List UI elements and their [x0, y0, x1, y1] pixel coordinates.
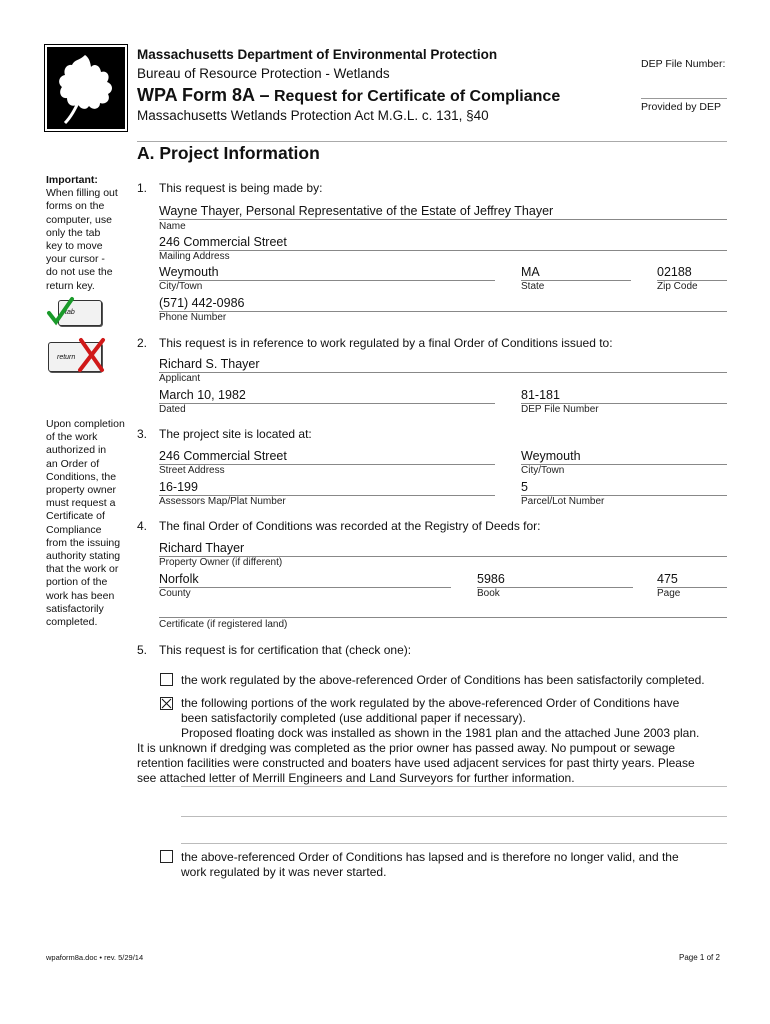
completion-line: Certificate of	[46, 510, 105, 523]
option-partial-text-1: the following portions of the work regulated by the above-referenced Order of Conditions have	[181, 696, 680, 710]
act-citation: Massachusetts Wetlands Protection Act M.G.L. c. 131, §40	[137, 108, 489, 123]
completion-line: authority stating	[46, 550, 121, 563]
property-owner-field[interactable]: Richard Thayer	[159, 541, 245, 555]
q4-number: 4.	[137, 519, 148, 533]
q3-number: 3.	[137, 427, 148, 441]
option-lapsed-checkbox[interactable]	[160, 850, 173, 863]
completion-line: from the issuing	[46, 536, 121, 549]
page-field[interactable]: 475	[657, 572, 678, 586]
applicant-field[interactable]: Richard S. Thayer	[159, 357, 260, 371]
section-a-title: A. Project Information	[137, 143, 320, 163]
requester-name-field[interactable]: Wayne Thayer, Personal Representative of the Estate of Jeffrey Thayer	[159, 204, 554, 218]
street-address-label: Street Address	[159, 465, 225, 476]
important-line: only the tab	[46, 226, 101, 239]
important-line: When filling out	[46, 187, 118, 200]
zip-field[interactable]: 02188	[657, 265, 692, 279]
county-field[interactable]: Norfolk	[159, 572, 199, 586]
tab-key-icon	[46, 296, 102, 328]
q1-number: 1.	[137, 181, 148, 195]
county-label: County	[159, 588, 191, 599]
form-title-name: Request for Certificate of Compliance	[273, 88, 561, 105]
state-label: State	[521, 281, 545, 292]
site-city-field[interactable]: Weymouth	[521, 449, 581, 463]
completion-line: authorized in	[46, 444, 107, 457]
parcel-label: Parcel/Lot Number	[521, 496, 605, 507]
completion-line: that the work or	[46, 563, 119, 576]
option-completed-text: the work regulated by the above-referenced Order of Conditions has been satisfactorily completed.	[181, 673, 705, 687]
completion-line: of the work	[46, 431, 98, 444]
partial-detail-2[interactable]: It is unknown if dredging was completed as the prior owner has passed away. No pumpout or sewage	[137, 741, 676, 755]
dated-field[interactable]: March 10, 1982	[159, 388, 246, 402]
phone-label: Phone Number	[159, 312, 227, 323]
bureau-name: Bureau of Resource Protection - Wetlands	[137, 66, 390, 81]
form-title-dash: –	[259, 85, 270, 105]
form-title-number: WPA Form 8A	[137, 85, 256, 105]
q2-number: 2.	[137, 336, 148, 350]
q5-text: This request is for certification that (check one):	[159, 643, 412, 657]
city-label: City/Town	[159, 281, 203, 292]
completion-line: must request a	[46, 497, 116, 510]
certificate-label: Certificate (if registered land)	[159, 619, 288, 630]
book-label: Book	[477, 588, 500, 599]
q5-number: 5.	[137, 643, 148, 657]
important-line: return key.	[46, 279, 95, 292]
state-field[interactable]: MA	[521, 265, 540, 279]
footer-page-number: Page 1 of 2	[679, 953, 720, 962]
property-owner-label: Property Owner (if different)	[159, 557, 283, 568]
mailing-address-field[interactable]: 246 Commercial Street	[159, 235, 287, 249]
form-title	[137, 85, 560, 106]
agency-name: Massachusetts Department of Environmental Protection	[137, 47, 498, 62]
important-line: key to move	[46, 240, 103, 253]
option-lapsed-text-2: work regulated by it was never started.	[181, 865, 387, 879]
partial-detail-4[interactable]: see attached letter of Merrill Engineers and Land Surveyors for further information.	[137, 771, 575, 785]
return-key-label: return	[57, 354, 76, 361]
completion-line: portion of the	[46, 576, 108, 589]
option-lapsed-text-1: the above-referenced Order of Conditions has lapsed and is therefore no longer valid, and the	[181, 850, 679, 864]
parcel-field[interactable]: 5	[521, 480, 528, 494]
dep-file-number-field-label: DEP File Number	[521, 404, 599, 415]
important-line: forms on the	[46, 200, 105, 213]
q4-text: The final Order of Conditions was recorded at the Registry of Deeds for:	[159, 519, 541, 533]
page-label: Page	[657, 588, 681, 599]
completion-line: property owner	[46, 484, 117, 497]
dep-file-number-field[interactable]: 81-181	[521, 388, 560, 402]
important-note	[46, 174, 134, 293]
completion-line: completed.	[46, 616, 98, 629]
q3-text: The project site is located at:	[159, 427, 312, 441]
footer-doc-info: wpaform8a.doc • rev. 5/29/14	[46, 953, 144, 962]
assessors-map-label: Assessors Map/Plat Number	[159, 496, 286, 507]
applicant-label: Applicant	[159, 373, 201, 384]
city-field[interactable]: Weymouth	[159, 265, 219, 279]
completion-line: an Order of	[46, 457, 100, 470]
tab-key-label: tab	[65, 309, 75, 316]
site-city-label: City/Town	[521, 465, 565, 476]
q2-text: This request is in reference to work regulated by a final Order of Conditions issued to:	[159, 336, 613, 350]
completion-line: work has been	[46, 589, 115, 602]
mailing-address-label: Mailing Address	[159, 251, 230, 262]
name-label: Name	[159, 221, 186, 232]
completion-note	[46, 418, 134, 629]
dep-file-number-label: DEP File Number:	[641, 58, 726, 70]
zip-label: Zip Code	[657, 281, 698, 292]
option-completed-checkbox[interactable]	[160, 673, 173, 686]
site-street-field[interactable]: 246 Commercial Street	[159, 449, 287, 463]
important-line: computer, use	[46, 213, 112, 226]
completion-line: satisfactorily	[46, 602, 104, 615]
important-line: your cursor -	[46, 253, 105, 266]
completion-line: Upon completion	[46, 418, 125, 430]
return-key-icon	[46, 336, 108, 374]
phone-field[interactable]: (571) 442-0986	[159, 296, 245, 310]
dated-label: Dated	[159, 404, 186, 415]
assessors-map-field[interactable]: 16-199	[159, 480, 198, 494]
q1-text: This request is being made by:	[159, 181, 323, 195]
provided-by-dep: Provided by DEP	[641, 101, 721, 113]
completion-line: Conditions, the	[46, 470, 117, 483]
option-partial-text-2: been satisfactorily completed (use additional paper if necessary).	[181, 711, 526, 725]
partial-detail-3[interactable]: retention facilities were constructed and boaters have used adjacent services for past thirty years. Please	[137, 756, 695, 770]
mass-dep-logo	[44, 44, 128, 132]
important-title: Important:	[46, 174, 98, 186]
checkmark-x-icon	[161, 698, 172, 709]
option-partial-checkbox[interactable]	[160, 697, 173, 710]
completion-line: Compliance	[46, 523, 102, 536]
book-field[interactable]: 5986	[477, 572, 505, 586]
important-line: do not use the	[46, 266, 113, 279]
partial-detail-1[interactable]: Proposed floating dock was installed as shown in the 1981 plan and the attached June 2003 plan.	[181, 726, 700, 740]
